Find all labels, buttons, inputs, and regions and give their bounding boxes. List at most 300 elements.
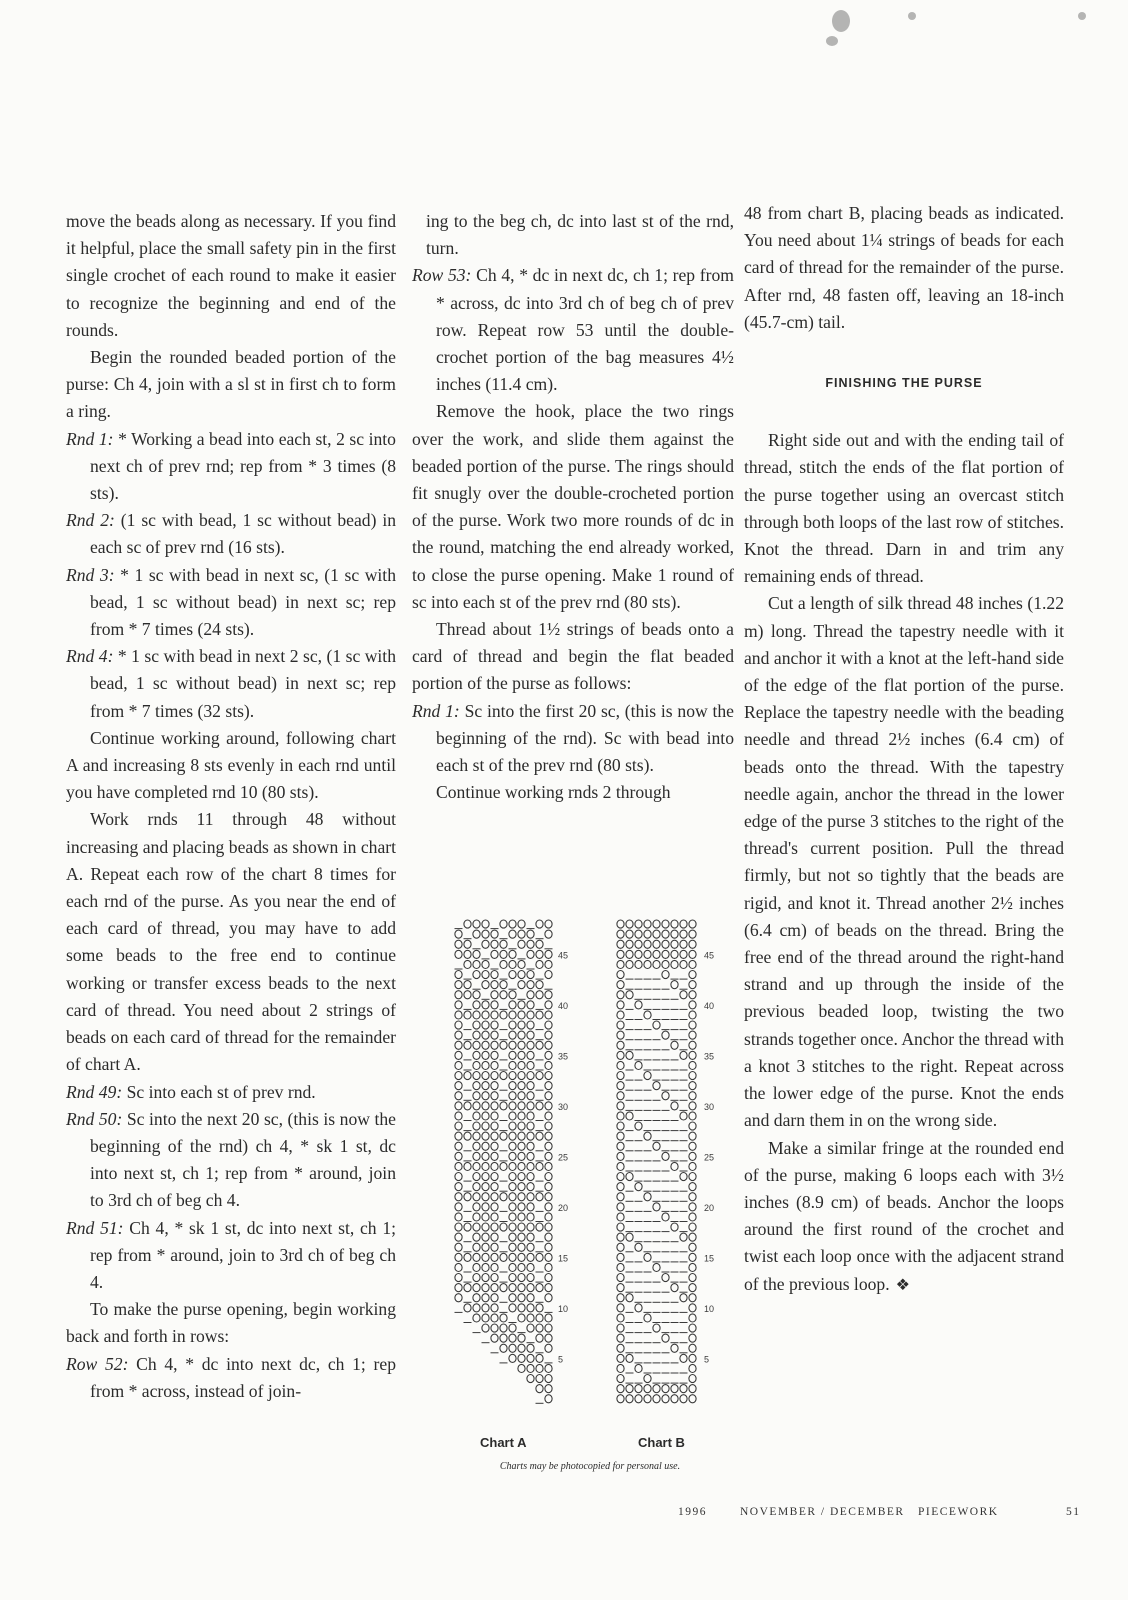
- bead-mark: [509, 1344, 516, 1352]
- bead-mark: [536, 1364, 543, 1372]
- bead-mark: [491, 1001, 498, 1009]
- bead-mark: [536, 1072, 543, 1080]
- bead-mark: [518, 940, 525, 948]
- bead-mark: [491, 940, 498, 948]
- bead-mark: [473, 1284, 480, 1292]
- bead-mark: [473, 960, 480, 968]
- bead-mark: [689, 940, 696, 948]
- bead-mark: [545, 950, 552, 958]
- bead-mark: [473, 1072, 480, 1080]
- bead-mark: [527, 1354, 534, 1362]
- bead-mark: [653, 1203, 660, 1211]
- bead-mark: [455, 1203, 462, 1211]
- bead-mark: [509, 1092, 516, 1100]
- bead-mark: [482, 1324, 489, 1332]
- bead-mark: [635, 1061, 642, 1069]
- bead-mark: [491, 1041, 498, 1049]
- bead-mark: [635, 1364, 642, 1372]
- bead-mark: [518, 1334, 525, 1342]
- bead-mark: [509, 1304, 516, 1312]
- bead-mark: [482, 1294, 489, 1302]
- bead-mark: [635, 1385, 642, 1393]
- bead-mark: [689, 1142, 696, 1150]
- bead-mark: [653, 930, 660, 938]
- bead-mark: [473, 1213, 480, 1221]
- bead-mark: [518, 1253, 525, 1261]
- bead-mark: [455, 1263, 462, 1271]
- bead-mark: [653, 940, 660, 948]
- bead-mark: [473, 1031, 480, 1039]
- bead-mark: [545, 1061, 552, 1069]
- bead-mark: [455, 1031, 462, 1039]
- bead-mark: [689, 1294, 696, 1302]
- bead-mark: [617, 1183, 624, 1191]
- bead-mark: [545, 1142, 552, 1150]
- bead-mark: [536, 1354, 543, 1362]
- bead-mark: [545, 1395, 552, 1403]
- paragraph: [412, 616, 734, 698]
- bead-mark: [491, 1294, 498, 1302]
- bead-mark: [527, 1021, 534, 1029]
- paragraph-text: 48 from chart B, placing beads as indicated. You need about 1¼ strings of beads for each card of thread for the remainder of the purse. After rnd, 48 fasten off, leaving an 18-inch (45.7-cm) tail.: [744, 203, 1064, 332]
- bead-mark: [617, 1152, 624, 1160]
- bead-mark: [482, 1031, 489, 1039]
- bead-mark: [482, 1122, 489, 1130]
- bead-mark: [482, 1112, 489, 1120]
- paragraph-text: Remove the hook, place the two rings over the work, and slide them against the beaded portion of the purse. The rings should fit snugly over the double-crocheted portion of the purse. Work two more rounds of dc in the round, matching the end already worked, to close the purse opening. Make 1 round of sc into each st of the prev rnd (80 sts).: [412, 401, 734, 612]
- bead-mark: [617, 1233, 624, 1241]
- bead-mark: [464, 1041, 471, 1049]
- bead-mark: [689, 1314, 696, 1322]
- bead-mark: [473, 1041, 480, 1049]
- bead-mark: [491, 1031, 498, 1039]
- bead-mark: [644, 1072, 651, 1080]
- paragraph: [66, 344, 396, 426]
- bead-mark: [500, 1072, 507, 1080]
- bead-mark: [482, 1274, 489, 1282]
- bead-mark: [536, 1385, 543, 1393]
- bead-mark: [545, 1082, 552, 1090]
- bead-mark: [491, 1061, 498, 1069]
- bead-mark: [617, 1082, 624, 1090]
- bead-mark: [671, 1284, 678, 1292]
- bead-mark: [473, 1082, 480, 1090]
- bead-mark: [680, 1294, 687, 1302]
- bead-mark: [545, 1132, 552, 1140]
- chart-row-number: 15: [704, 1253, 715, 1264]
- bead-mark: [617, 1314, 624, 1322]
- bead-mark: [617, 1092, 624, 1100]
- bead-mark: [689, 991, 696, 999]
- bead-mark: [509, 1183, 516, 1191]
- bead-mark: [527, 1364, 534, 1372]
- bead-mark: [509, 1223, 516, 1231]
- bead-mark: [527, 1344, 534, 1352]
- bead-mark: [518, 1102, 525, 1110]
- bead-mark: [455, 950, 462, 958]
- bead-mark: [500, 1162, 507, 1170]
- bead-mark: [491, 1233, 498, 1241]
- bead-mark: [653, 1082, 660, 1090]
- bead-mark: [491, 1183, 498, 1191]
- bead-mark: [545, 1334, 552, 1342]
- bead-mark: [527, 981, 534, 989]
- bead-mark: [527, 1375, 534, 1383]
- bead-mark: [491, 991, 498, 999]
- paragraph: [66, 1296, 396, 1350]
- bead-mark: [527, 940, 534, 948]
- bead-mark: [500, 1284, 507, 1292]
- paragraph-text: Thread about 1½ strings of beads onto a card of thread and begin the flat beaded portion of the purse as follows:: [412, 619, 734, 694]
- bead-mark: [653, 1324, 660, 1332]
- bead-mark: [689, 1364, 696, 1372]
- bead-mark: [473, 1314, 480, 1322]
- bead-mark: [527, 1152, 534, 1160]
- charts-figure: [440, 915, 740, 1485]
- bead-mark: [491, 1142, 498, 1150]
- bead-mark: [545, 1314, 552, 1322]
- bead-mark: [518, 1173, 525, 1181]
- bead-mark: [509, 1203, 516, 1211]
- bead-mark: [491, 1082, 498, 1090]
- bead-mark: [527, 1122, 534, 1130]
- chart-row-number: 40: [704, 1000, 715, 1011]
- bead-mark: [509, 1213, 516, 1221]
- bead-mark: [491, 1132, 498, 1140]
- bead-mark: [527, 1011, 534, 1019]
- bead-mark: [509, 960, 516, 968]
- bead-mark: [536, 1334, 543, 1342]
- chart-row-number: 25: [558, 1152, 569, 1163]
- bead-mark: [482, 1253, 489, 1261]
- bead-mark: [491, 1092, 498, 1100]
- bead-mark: [527, 1304, 534, 1312]
- bead-mark: [689, 1213, 696, 1221]
- bead-mark: [482, 1051, 489, 1059]
- bead-mark: [482, 1061, 489, 1069]
- bead-mark: [617, 1011, 624, 1019]
- bead-mark: [545, 1213, 552, 1221]
- bead-mark: [455, 1122, 462, 1130]
- bead-mark: [491, 1152, 498, 1160]
- bead-mark: [545, 1041, 552, 1049]
- bead-mark: [527, 1001, 534, 1009]
- bead-mark: [509, 1173, 516, 1181]
- bead-mark: [473, 1253, 480, 1261]
- bead-mark: [626, 1385, 633, 1393]
- bead-mark: [527, 1173, 534, 1181]
- bead-mark: [617, 1051, 624, 1059]
- bead-mark: [518, 971, 525, 979]
- bead-mark: [482, 930, 489, 938]
- bead-mark: [491, 1203, 498, 1211]
- bead-mark: [473, 1011, 480, 1019]
- bead-mark: [464, 1072, 471, 1080]
- bead-mark: [536, 1041, 543, 1049]
- bead-mark: [455, 1173, 462, 1181]
- bead-mark: [518, 1082, 525, 1090]
- bead-mark: [455, 1253, 462, 1261]
- bead-mark: [482, 1183, 489, 1191]
- bead-mark: [464, 940, 471, 948]
- bead-mark: [536, 1284, 543, 1292]
- bead-mark: [509, 1061, 516, 1069]
- paragraph-text: Right side out and with the ending tail of thread, stitch the ends of the flat portion of the purse together using an overcast stitch through both loops of the last row of stitches. Knot the thread. Darn in and trim any remaining ends of thread.: [744, 430, 1064, 587]
- bead-mark: [644, 930, 651, 938]
- bead-mark: [527, 1243, 534, 1251]
- instruction-label: Rnd 50:: [66, 1108, 123, 1129]
- bead-mark: [617, 1041, 624, 1049]
- bead-mark: [689, 1122, 696, 1130]
- bead-mark: [482, 1082, 489, 1090]
- bead-mark: [536, 1375, 543, 1383]
- chart-row-number: 45: [558, 950, 569, 961]
- bead-mark: [518, 1152, 525, 1160]
- chart-b-label: Chart B: [638, 1435, 685, 1450]
- bead-mark: [536, 960, 543, 968]
- bead-mark: [455, 1183, 462, 1191]
- bead-mark: [527, 1041, 534, 1049]
- bead-mark: [662, 930, 669, 938]
- chart-row-number: 10: [704, 1303, 715, 1314]
- bead-mark: [455, 1072, 462, 1080]
- bead-mark: [689, 1001, 696, 1009]
- bead-mark: [617, 1193, 624, 1201]
- bead-mark: [536, 1223, 543, 1231]
- bead-mark: [491, 1324, 498, 1332]
- bead-mark: [491, 950, 498, 958]
- bead-mark: [518, 1304, 525, 1312]
- bead-mark: [464, 1253, 471, 1261]
- bead-mark: [653, 1385, 660, 1393]
- bead-mark: [617, 1354, 624, 1362]
- bead-mark: [455, 1233, 462, 1241]
- bead-mark: [635, 940, 642, 948]
- bead-mark: [536, 1162, 543, 1170]
- bead-mark: [491, 1274, 498, 1282]
- bead-mark: [482, 1193, 489, 1201]
- bead-mark: [509, 1334, 516, 1342]
- bead-mark: [509, 950, 516, 958]
- bead-mark: [635, 1122, 642, 1130]
- bead-mark: [491, 1011, 498, 1019]
- paragraph-text: Ch 4, * dc in next dc, ch 1; rep from * across, dc into 3rd ch of beg ch of prev row. Repeat row 53 until the double-crochet portion of the bag measures 4½ inches (11.4 cm).: [436, 265, 734, 395]
- bead-mark: [509, 1072, 516, 1080]
- bead-mark: [509, 1294, 516, 1302]
- bead-mark: [455, 1162, 462, 1170]
- bead-mark: [491, 1334, 498, 1342]
- bead-mark: [509, 1243, 516, 1251]
- bead-mark: [617, 1031, 624, 1039]
- bead-mark: [473, 1061, 480, 1069]
- bead-mark: [518, 1314, 525, 1322]
- bead-mark: [509, 1041, 516, 1049]
- bead-mark: [536, 981, 543, 989]
- bead-mark: [491, 1253, 498, 1261]
- bead-mark: [689, 1092, 696, 1100]
- chart-note: Charts may be photocopied for personal use.: [499, 1461, 681, 1472]
- bead-mark: [518, 1142, 525, 1150]
- paragraph-text: * 1 sc with bead in next sc, (1 sc with bead, 1 sc without bead) in next sc; rep from * 7 times (24 sts).: [90, 564, 396, 640]
- bead-mark: [527, 1193, 534, 1201]
- paragraph-text: Ch 4, * dc into next dc, ch 1; rep from * across, instead of join-: [90, 1353, 396, 1401]
- bead-mark: [482, 1132, 489, 1140]
- bead-mark: [689, 1193, 696, 1201]
- bead-mark: [509, 1031, 516, 1039]
- bead-mark: [518, 1233, 525, 1241]
- bead-mark: [518, 1132, 525, 1140]
- bead-mark: [536, 920, 543, 928]
- bead-mark: [545, 930, 552, 938]
- chart-row-number: 30: [558, 1101, 569, 1112]
- bead-mark: [662, 920, 669, 928]
- chart-row-number: 25: [704, 1152, 715, 1163]
- chart-row-number: 40: [558, 1000, 569, 1011]
- bead-mark: [626, 1112, 633, 1120]
- bead-mark: [662, 1213, 669, 1221]
- bead-mark: [653, 920, 660, 928]
- bead-mark: [545, 1183, 552, 1191]
- bead-mark: [545, 1274, 552, 1282]
- bead-mark: [509, 1001, 516, 1009]
- chart-a-grid: [450, 915, 585, 1415]
- chart-a-label: Chart A: [480, 1435, 527, 1450]
- paragraph-text: Cut a length of silk thread 48 inches (1.22 m) long. Thread the tapestry needle with it and anchor it with a knot at the left-hand side of the edge of the flat portion of the purse. Replace the tapestry needle with the beading needle and thread 2½ inches (6.4 cm) of beads onto the thread. With the tapestry needle again, anchor the thread in the lower edge of the purse 3 stitches to the right of the thread's current position. Pull the thread firmly, but not so tightly that the beads are rigid, and knot it. Thread another 2½ inches (6.4 cm) of beads on the thread. Bring the free end of the thread around the right-hand strand and up through the inside of the previous beaded loop, twisting the two strands together once. Anchor the thread with a knot 3 stitches to the right. Repeat across the lower edge of the purse. Knot the ends and darn them in on the wrong side.: [744, 593, 1065, 1131]
- bead-mark: [473, 1203, 480, 1211]
- bead-mark: [500, 1314, 507, 1322]
- text-column-3: [744, 200, 1064, 1299]
- bead-mark: [689, 1354, 696, 1362]
- bead-mark: [455, 1041, 462, 1049]
- bead-mark: [455, 1092, 462, 1100]
- bead-mark: [662, 940, 669, 948]
- bead-mark: [617, 1001, 624, 1009]
- bead-mark: [509, 1132, 516, 1140]
- bead-mark: [464, 1011, 471, 1019]
- paragraph-text: * 1 sc with bead in next 2 sc, (1 sc with bead, 1 sc without bead) in next sc; rep from * 7 times (32 sts).: [90, 646, 396, 721]
- bead-mark: [680, 950, 687, 958]
- bead-mark: [680, 1233, 687, 1241]
- bead-mark: [545, 1324, 552, 1332]
- bead-mark: [662, 1385, 669, 1393]
- bead-mark: [500, 1324, 507, 1332]
- bead-mark: [455, 1223, 462, 1231]
- bead-mark: [509, 1324, 516, 1332]
- bead-mark: [689, 1152, 696, 1160]
- bead-mark: [491, 1263, 498, 1271]
- bead-mark: [464, 1132, 471, 1140]
- bead-mark: [536, 1314, 543, 1322]
- bead-mark: [662, 950, 669, 958]
- bead-mark: [617, 1375, 624, 1383]
- bead-mark: [662, 960, 669, 968]
- bead-mark: [617, 1364, 624, 1372]
- bead-mark: [545, 1364, 552, 1372]
- paragraph-text: To make the purse opening, begin working back and forth in rows:: [66, 1299, 396, 1347]
- bead-mark: [653, 960, 660, 968]
- bead-mark: [491, 981, 498, 989]
- bead-mark: [617, 1162, 624, 1170]
- chart-row-number: 35: [704, 1051, 715, 1062]
- bead-mark: [545, 1001, 552, 1009]
- bead-mark: [689, 971, 696, 979]
- bead-mark: [473, 1162, 480, 1170]
- paragraph: [66, 725, 396, 807]
- bead-mark: [455, 1274, 462, 1282]
- bead-mark: [500, 1344, 507, 1352]
- bead-mark: [617, 1344, 624, 1352]
- paragraph: [66, 1351, 396, 1405]
- bead-mark: [527, 991, 534, 999]
- bead-mark: [545, 1375, 552, 1383]
- paragraph: [66, 507, 396, 561]
- bead-mark: [680, 1395, 687, 1403]
- bead-mark: [509, 1051, 516, 1059]
- bead-mark: [500, 981, 507, 989]
- bead-mark: [689, 1253, 696, 1261]
- bead-mark: [635, 1183, 642, 1191]
- bead-mark: [455, 1011, 462, 1019]
- chart-row-number: 45: [704, 950, 715, 961]
- instruction-label: Rnd 3:: [66, 564, 115, 585]
- bead-mark: [680, 991, 687, 999]
- bead-mark: [473, 991, 480, 999]
- paragraph-text: Make a similar fringe at the rounded end of the purse, making 6 loops each with 3½ inches (8.9 cm) of beads. Anchor the loops around the first round of the crochet and twist each loop once with the adjacent strand of the previous loop.: [744, 1137, 1064, 1294]
- bead-mark: [545, 1051, 552, 1059]
- chart-b-grid: [612, 915, 730, 1415]
- bead-mark: [527, 1142, 534, 1150]
- bead-mark: [617, 1173, 624, 1181]
- bead-mark: [626, 1233, 633, 1241]
- bead-mark: [527, 1183, 534, 1191]
- bead-mark: [689, 1072, 696, 1080]
- bead-mark: [545, 1152, 552, 1160]
- bead-mark: [527, 1031, 534, 1039]
- bead-mark: [689, 1274, 696, 1282]
- bead-mark: [617, 1102, 624, 1110]
- bead-mark: [491, 1051, 498, 1059]
- paragraph: [744, 590, 1064, 1134]
- bead-mark: [689, 1061, 696, 1069]
- bead-mark: [518, 1021, 525, 1029]
- bead-mark: [662, 1334, 669, 1342]
- page-footer: [0, 1506, 1128, 1526]
- bead-mark: [464, 920, 471, 928]
- bead-mark: [689, 1183, 696, 1191]
- paragraph: [412, 262, 734, 398]
- bead-mark: [644, 1011, 651, 1019]
- bead-mark: [491, 1072, 498, 1080]
- bead-mark: [500, 940, 507, 948]
- bead-mark: [626, 1294, 633, 1302]
- bead-mark: [464, 991, 471, 999]
- bead-mark: [527, 1274, 534, 1282]
- bead-mark: [545, 1385, 552, 1393]
- bead-mark: [545, 1203, 552, 1211]
- bead-mark: [482, 1041, 489, 1049]
- bead-mark: [626, 920, 633, 928]
- bead-mark: [662, 1395, 669, 1403]
- bead-mark: [509, 1233, 516, 1241]
- bead-mark: [464, 950, 471, 958]
- bead-mark: [455, 1112, 462, 1120]
- paragraph: [66, 806, 396, 1078]
- paragraph: [66, 562, 396, 644]
- bead-mark: [545, 1112, 552, 1120]
- bead-mark: [482, 1021, 489, 1029]
- bead-mark: [482, 1142, 489, 1150]
- bead-mark: [518, 1223, 525, 1231]
